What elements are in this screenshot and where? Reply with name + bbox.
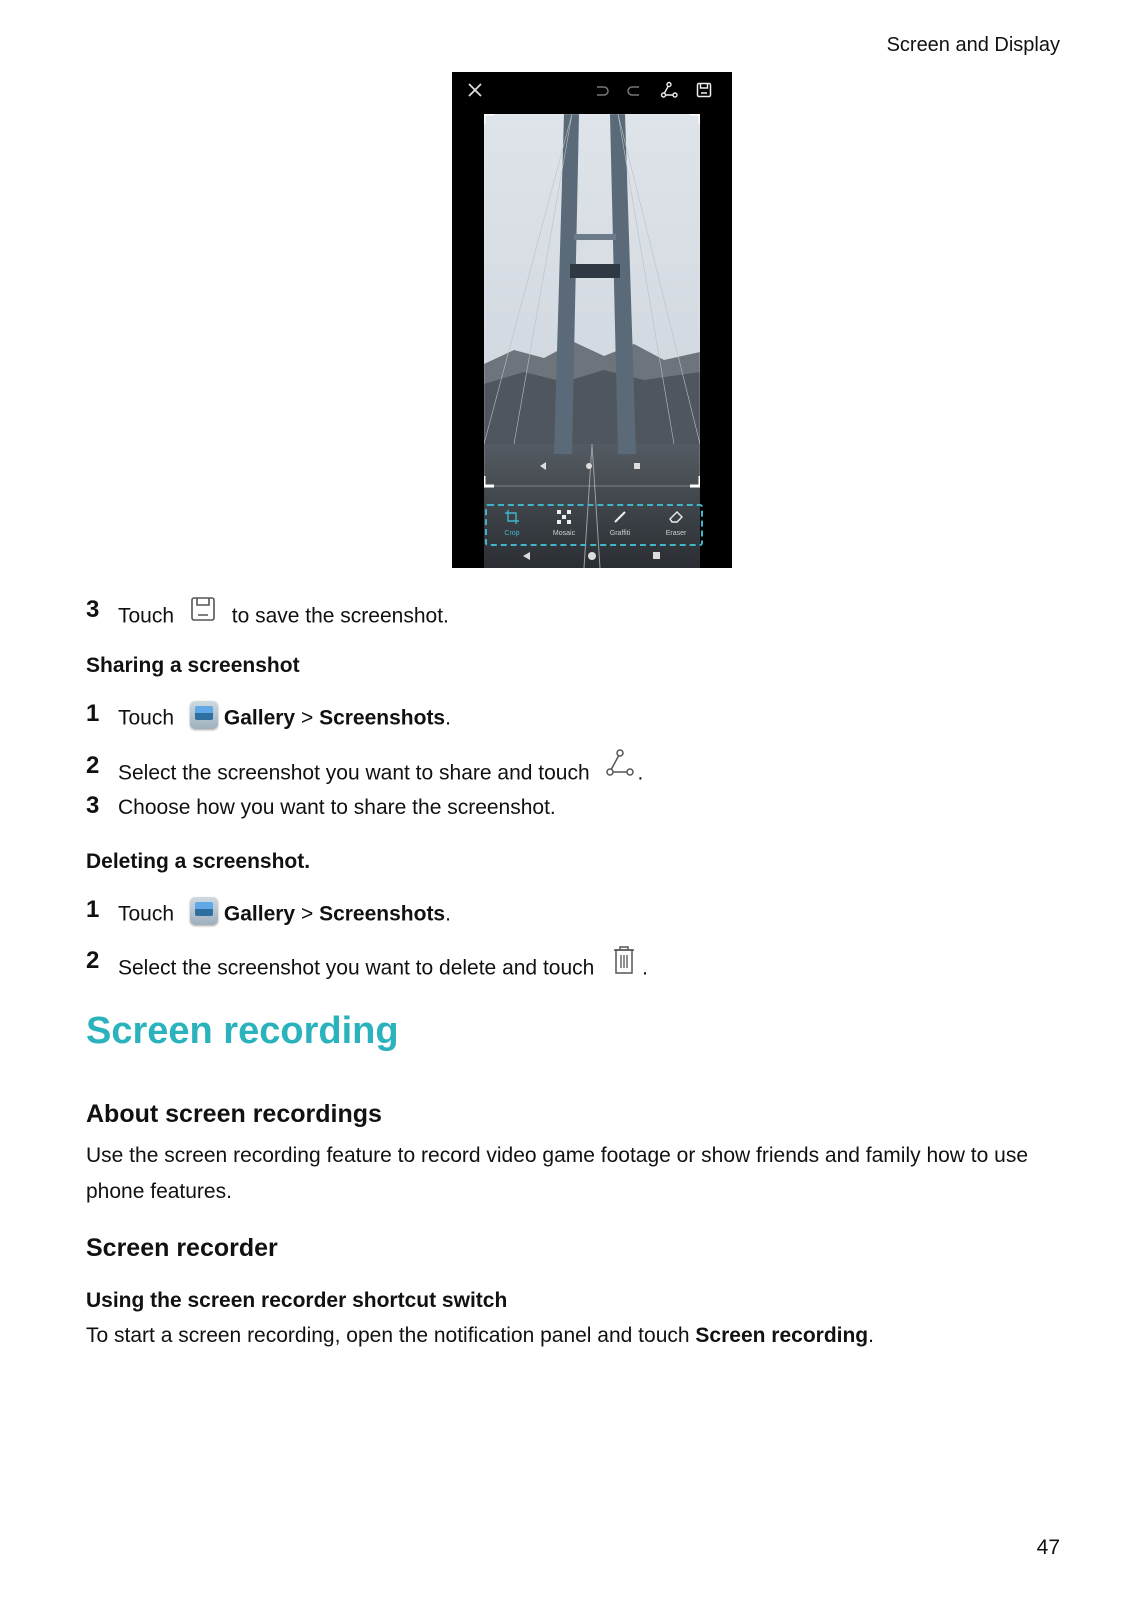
redo-icon [626, 81, 644, 99]
close-icon [466, 81, 484, 99]
step-number: 3 [86, 792, 100, 819]
about-paragraph: Use the screen recording feature to record video game footage or show friends and family how to use phone features. [86, 1144, 1029, 1203]
step-number: 2 [86, 947, 100, 974]
share-icon [605, 748, 635, 784]
mosaic-icon [557, 510, 571, 524]
gallery-app-icon [190, 897, 218, 925]
graffiti-icon [613, 510, 627, 524]
save-step-text: Touch to save the screenshot. [118, 601, 449, 633]
step-number: 1 [86, 700, 100, 727]
undo-icon [592, 81, 610, 99]
running-header: Screen and Display [886, 34, 1060, 56]
save-icon [190, 596, 216, 628]
shortcut-paragraph: To start a screen recording, open the notification panel and touch Screen recording. [86, 1324, 874, 1347]
gallery-app-icon [190, 701, 218, 729]
screenshot-editor-image [452, 72, 732, 568]
bridge-photo [484, 114, 700, 568]
trash-icon [612, 945, 636, 981]
section-title: Screen recording [86, 1010, 399, 1052]
deleting-heading: Deleting a screenshot. [86, 850, 311, 873]
sharing-step-3: Choose how you want to share the screenshot. [118, 796, 556, 819]
step-number: 1 [86, 896, 100, 923]
crop-icon [505, 510, 519, 524]
deleting-step-1: Touch Gallery > Screenshots. [118, 901, 451, 929]
recents-nav-icon [653, 552, 660, 559]
sharing-step-1: Touch Gallery > Screenshots. [118, 705, 451, 733]
editor-toolbar [452, 72, 732, 108]
back-nav-icon [523, 552, 530, 560]
deleting-step-2: Select the screenshot you want to delete and touch . [118, 951, 648, 987]
step-number: 2 [86, 752, 100, 779]
phone-nav-bar [452, 544, 732, 568]
save-icon [695, 81, 713, 99]
page-number: 47 [1036, 1536, 1060, 1559]
shortcut-heading: Using the screen recorder shortcut switch [86, 1289, 508, 1312]
edit-tools-bar: Crop Mosaic Graffiti Eraser [485, 504, 703, 546]
recorder-heading: Screen recorder [86, 1234, 278, 1262]
eraser-icon [668, 510, 684, 524]
home-nav-icon [588, 552, 596, 560]
sharing-heading: Sharing a screenshot [86, 654, 300, 677]
step-number: 3 [86, 596, 100, 623]
about-heading: About screen recordings [86, 1100, 382, 1128]
sharing-step-2: Select the screenshot you want to share and touch . [118, 756, 643, 792]
share-icon [660, 81, 678, 99]
